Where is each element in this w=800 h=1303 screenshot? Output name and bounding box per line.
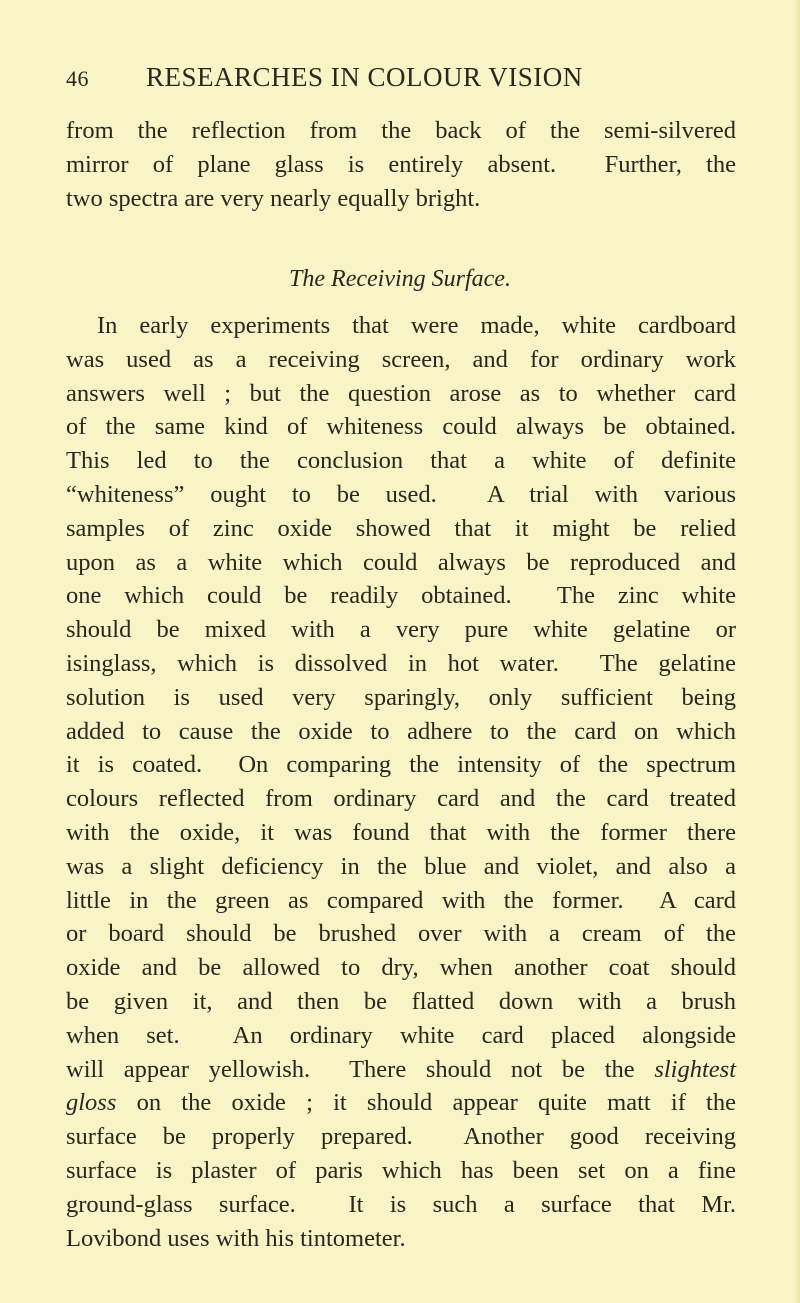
text-line bbox=[66, 647, 736, 681]
text-segment: oxide and be allowed to dry, when another coat should bbox=[66, 954, 736, 982]
text-segment: surface be properly prepared. Another good receiving bbox=[66, 1123, 736, 1151]
text-segment: “whiteness” ought to be used. A trial with various bbox=[66, 480, 736, 508]
text-segment: was used as a receiving screen, and for ordinary work bbox=[66, 345, 736, 373]
text-line bbox=[66, 748, 736, 782]
text-line bbox=[66, 182, 736, 216]
text-line bbox=[66, 478, 736, 512]
text-segment: answers well ; but the question arose as to whether card bbox=[66, 379, 736, 407]
text-segment: of the same kind of whiteness could always be obtained. bbox=[66, 413, 736, 441]
text-segment: little in the green as compared with the former. A card bbox=[66, 886, 736, 914]
text-line bbox=[66, 148, 736, 182]
text-line bbox=[66, 681, 736, 715]
text-line bbox=[66, 410, 736, 444]
text-line bbox=[66, 1053, 736, 1087]
text-segment: was a slight deficiency in the blue and violet, and also a bbox=[66, 852, 736, 880]
text-segment: upon as a white which could always be reproduced and bbox=[66, 548, 736, 576]
text-segment: from the reflection from the back of the semi-silvered bbox=[66, 117, 736, 144]
text-line bbox=[66, 985, 736, 1019]
text-line bbox=[66, 951, 736, 985]
text-line bbox=[66, 343, 736, 377]
text-segment: or board should be brushed over with a cream of the bbox=[66, 920, 736, 948]
paragraph-continued bbox=[66, 114, 736, 215]
text-segment: will appear yellowish. There should not be the bbox=[66, 1055, 655, 1083]
text-line bbox=[66, 1154, 736, 1188]
text-line bbox=[66, 816, 736, 850]
text-segment: with the oxide, it was found that with the former there bbox=[66, 818, 736, 846]
page-number: 46 bbox=[66, 66, 89, 91]
text-segment: it is coated. On comparing the intensity of the spectrum bbox=[66, 751, 736, 779]
text-line bbox=[66, 613, 736, 647]
text-segment: mirror of plane glass is entirely absent. Further, the bbox=[66, 150, 736, 178]
text-line bbox=[66, 546, 736, 580]
text-line bbox=[66, 309, 736, 343]
text-segment: when set. An ordinary white card placed alongside bbox=[66, 1021, 736, 1049]
text-line bbox=[66, 850, 736, 884]
text-segment: ground-glass surface. It is such a surface that Mr. bbox=[66, 1190, 736, 1218]
text-line bbox=[66, 444, 736, 478]
text-segment: In early experiments that were made, white cardboard bbox=[97, 312, 736, 339]
text-segment: be given it, and then be flatted down with a brush bbox=[66, 987, 736, 1015]
text-line bbox=[66, 1188, 736, 1222]
text-line bbox=[66, 1120, 736, 1154]
text-segment: surface is plaster of paris which has been set on a fine bbox=[66, 1156, 736, 1184]
text-line bbox=[66, 884, 736, 918]
text-segment: added to cause the oxide to adhere to the card on which bbox=[66, 717, 736, 745]
italic-text: slightest bbox=[654, 1055, 736, 1083]
text-line bbox=[66, 782, 736, 816]
running-header bbox=[66, 62, 736, 96]
text-segment: should be mixed with a very pure white gelatine or bbox=[66, 616, 736, 644]
text-segment: samples of zinc oxide showed that it might be relied bbox=[66, 514, 736, 542]
text-line bbox=[66, 377, 736, 411]
text-segment: solution is used very sparingly, only sufficient being bbox=[66, 683, 736, 711]
text-line bbox=[66, 715, 736, 749]
section-heading: The Receiving Surface. bbox=[289, 266, 511, 292]
text-line bbox=[66, 579, 736, 613]
text-line bbox=[66, 1222, 736, 1256]
text-line bbox=[66, 1086, 736, 1120]
italic-text: gloss bbox=[66, 1089, 117, 1117]
text-segment: This led to the conclusion that a white of definite bbox=[66, 447, 736, 475]
text-segment: colours reflected from ordinary card and the card treated bbox=[66, 785, 736, 813]
text-line bbox=[66, 917, 736, 951]
text-line bbox=[66, 512, 736, 546]
text-line bbox=[66, 114, 736, 148]
text-segment: two spectra are very nearly equally bright. bbox=[66, 184, 481, 212]
running-title: RESEARCHES IN COLOUR VISION bbox=[146, 62, 583, 92]
text-segment: one which could be readily obtained. The zinc white bbox=[66, 582, 736, 610]
text-line bbox=[66, 1019, 736, 1053]
text-segment: isinglass, which is dissolved in hot water. The gelatine bbox=[66, 649, 736, 677]
page-edge bbox=[794, 0, 800, 1303]
paragraph-receiving-surface bbox=[66, 309, 736, 1255]
text-segment: Lovibond uses with his tintometer. bbox=[66, 1224, 406, 1252]
text-segment: on the oxide ; it should appear quite matt if the bbox=[116, 1089, 736, 1117]
